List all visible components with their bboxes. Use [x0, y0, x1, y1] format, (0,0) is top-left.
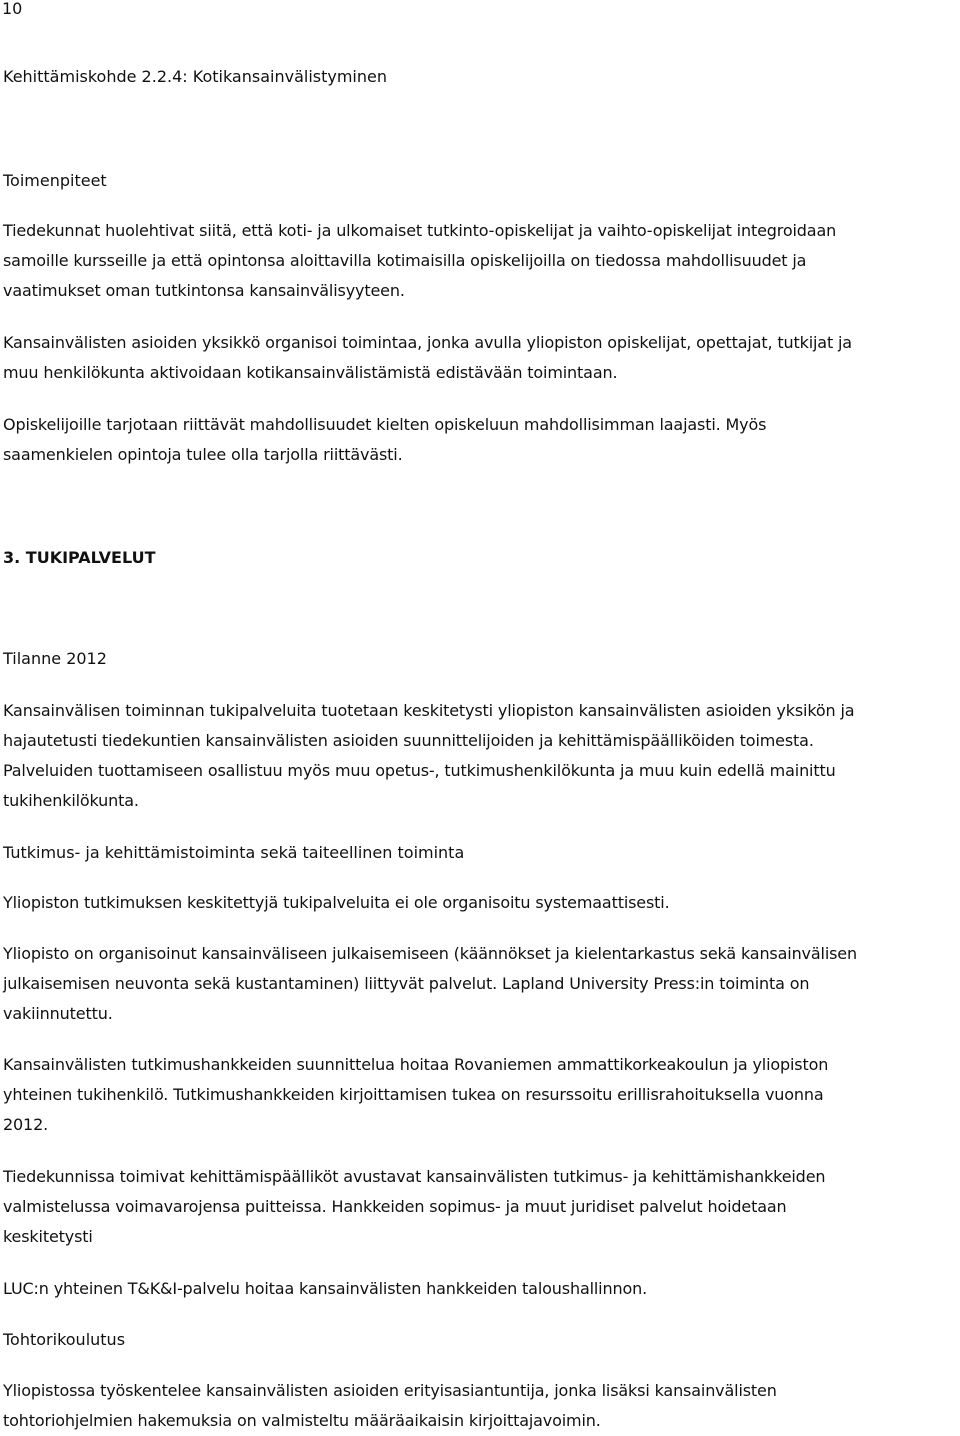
text-line: valmistelussa voimavarojensa puitteissa. Hankkeiden sopimus- ja muut juridiset palvelut hoidetaan [3, 1197, 787, 1216]
text-line: yhteinen tukihenkilö. Tutkimushankkeiden kirjoittamisen tukea on resurssoitu erillisrahoituksella vuonna [3, 1085, 824, 1104]
text-line: tukihenkilökunta. [3, 791, 139, 810]
research-subheading: Tutkimus- ja kehittämistoiminta sekä taiteellinen toiminta [3, 843, 465, 862]
text-line: Kansainvälisten tutkimushankkeiden suunnittelua hoitaa Rovaniemen ammattikorkeakoulun ja yliopiston [3, 1055, 829, 1074]
text-line: samoille kursseille ja että opintonsa aloittavilla kotimaisilla opiskelijoilla on tiedossa mahdollisuudet ja [3, 251, 807, 270]
paragraph-research-support [3, 888, 958, 918]
text-line: Kansainvälisen toiminnan tukipalveluita tuotetaan keskitetysti yliopiston kansainvälisten asioiden yksikön ja [3, 701, 855, 720]
text-line: Palveluiden tuottamiseen osallistuu myös muu opetus-, tutkimushenkilökunta ja muu kuin edellä mainittu [3, 761, 836, 780]
text-line: hajautetusti tiedekuntien kansainvälisten asioiden suunnittelijoiden ja kehittämispäälliköiden toimesta. [3, 731, 814, 750]
text-line: vakiinnutettu. [3, 1004, 113, 1023]
paragraph-language-studies [3, 410, 958, 470]
text-line: Kansainvälisten asioiden yksikkö organisoi toimintaa, jonka avulla yliopiston opiskelijat, opettajat, tutkijat ja [3, 333, 852, 352]
paragraph-support-services [3, 696, 958, 816]
paragraph-research-projects [3, 1050, 958, 1140]
text-line: Yliopisto on organisoinut kansainväliseen julkaisemiseen (käännökset ja kielentarkastus sekä kansainvälisen [3, 944, 857, 963]
text-line: LUC:n yhteinen T&K&I-palvelu hoitaa kansainvälisten hankkeiden taloushallinnon. [3, 1279, 648, 1298]
text-line: 2012. [3, 1115, 49, 1134]
situation-label: Tilanne 2012 [3, 649, 107, 668]
paragraph-integration [3, 216, 958, 306]
text-line: saamenkielen opintoja tulee olla tarjolla riittävästi. [3, 445, 403, 464]
text-line: vaatimukset oman tutkintonsa kansainvälisyyteen. [3, 281, 405, 300]
paragraph-luc-service [3, 1274, 958, 1304]
page-number: 10 [2, 0, 23, 18]
text-line: Opiskelijoille tarjotaan riittävät mahdollisuudet kielten opiskeluun mahdollisimman laajasti. Myös [3, 415, 767, 434]
text-line: julkaisemisen neuvonta sekä kustantaminen) liittyvät palvelut. Lapland University Press:in toiminta on [3, 974, 810, 993]
text-line: Yliopiston tutkimuksen keskitettyjä tukipalveluita ei ole organisoitu systemaattisesti. [3, 893, 670, 912]
text-line: Tiedekunnat huolehtivat siitä, että koti- ja ulkomaiset tutkinto-opiskelijat ja vaihto-opiskelijat integroidaan [3, 221, 837, 240]
paragraph-publishing [3, 939, 958, 1029]
paragraph-international-unit [3, 328, 958, 388]
text-line: keskitetysti [3, 1227, 93, 1246]
paragraph-development-managers [3, 1162, 958, 1252]
text-line: Yliopistossa työskentelee kansainvälisten asioiden erityisasiantuntija, jonka lisäksi kansainvälisten [3, 1381, 777, 1400]
section-title: 3. TUKIPALVELUT [3, 548, 156, 567]
measures-label: Toimenpiteet [3, 171, 107, 190]
paragraph-doctoral-support [3, 1376, 958, 1436]
text-line: tohtoriohjelmien hakemuksia on valmisteltu määräaikaisin kirjoittajavoimin. [3, 1411, 601, 1430]
doctoral-subheading: Tohtorikoulutus [3, 1330, 126, 1349]
text-line: muu henkilökunta aktivoidaan kotikansainvälistämistä edistävään toimintaan. [3, 363, 618, 382]
text-line: Tiedekunnissa toimivat kehittämispäälliköt avustavat kansainvälisten tutkimus- ja kehittämishankkeiden [3, 1167, 826, 1186]
development-target-heading: Kehittämiskohde 2.2.4: Kotikansainvälistyminen [3, 67, 387, 86]
